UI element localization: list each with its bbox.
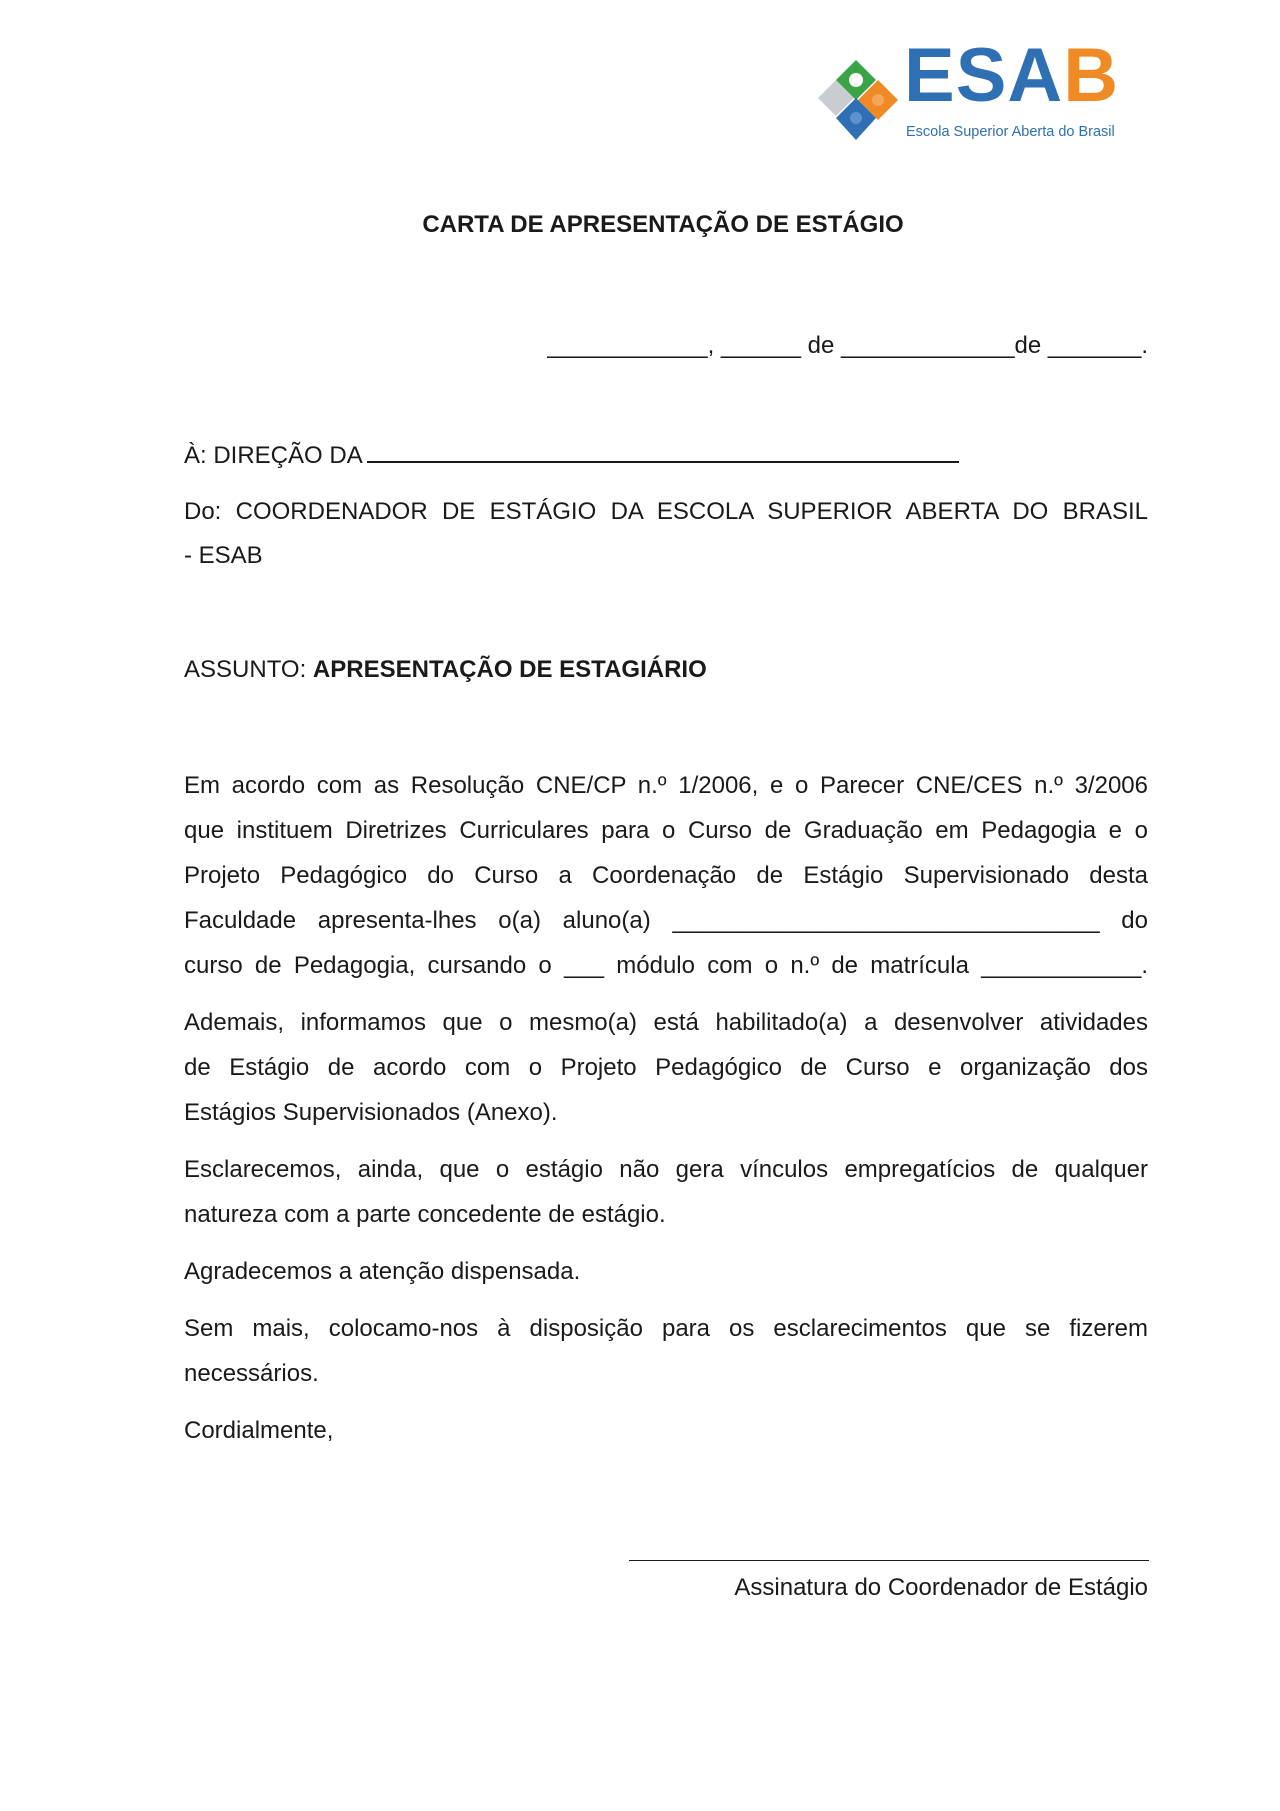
paragraph5-line: necessários. bbox=[184, 1360, 319, 1387]
paragraph1-line: curso de Pedagogia, cursando o ___ módulo com o n.º de matrícula ____________. bbox=[184, 952, 1148, 979]
subject-value: APRESENTAÇÃO DE ESTAGIÁRIO bbox=[312, 656, 707, 683]
recipient-blank-rule bbox=[367, 445, 959, 463]
sender-line-2: - ESAB bbox=[184, 542, 263, 569]
paragraph2-line: Estágios Supervisionados (Anexo). bbox=[184, 1099, 558, 1126]
date-line: ____________, ______ de _____________de _______. bbox=[547, 332, 1148, 359]
sender-line-1: Do: COORDENADOR DE ESTÁGIO DA ESCOLA SUPERIOR ABERTA DO BRASIL bbox=[184, 498, 1148, 525]
document-title: CARTA DE APRESENTAÇÃO DE ESTÁGIO bbox=[422, 211, 904, 238]
logo-wordmark: ESAB bbox=[904, 33, 1120, 118]
paragraph3-line: Esclarecemos, ainda, que o estágio não gera vínculos empregatícios de qualquer bbox=[184, 1156, 1148, 1183]
recipient-line bbox=[184, 434, 959, 478]
paragraph3-line: natureza com a parte concedente de estágio. bbox=[184, 1201, 666, 1228]
signature-label: Assinatura do Coordenador de Estágio bbox=[734, 1574, 1148, 1601]
paragraph2-line: de Estágio de acordo com o Projeto Pedagógico de Curso e organização dos bbox=[184, 1054, 1148, 1081]
paragraph1-line: Faculdade apresenta-lhes o(a) aluno(a) ________________________________ do bbox=[184, 907, 1148, 934]
paragraph1-line: Em acordo com as Resolução CNE/CP n.º 1/2006, e o Parecer CNE/CES n.º 3/2006 bbox=[184, 772, 1148, 799]
paragraph5-line: Sem mais, colocamo-nos à disposição para os esclarecimentos que se fizerem bbox=[184, 1315, 1148, 1342]
subject-label: ASSUNTO: bbox=[184, 656, 307, 683]
logo-subtitle: Escola Superior Aberta do Brasil bbox=[906, 124, 1115, 140]
signature-rule bbox=[629, 1560, 1149, 1561]
subject-line bbox=[184, 648, 707, 692]
closing: Cordialmente, bbox=[184, 1417, 334, 1444]
recipient-label: À: DIREÇÃO DA bbox=[184, 442, 363, 469]
paragraph1-line: Projeto Pedagógico do Curso a Coordenação de Estágio Supervisionado desta bbox=[184, 862, 1148, 889]
esab-logo bbox=[806, 33, 1136, 148]
paragraph1-line: que instituem Diretrizes Curriculares para o Curso de Graduação em Pedagogia e o bbox=[184, 817, 1148, 844]
paragraph4: Agradecemos a atenção dispensada. bbox=[184, 1258, 581, 1285]
puzzle-logo-icon bbox=[806, 48, 906, 148]
paragraph2-line: Ademais, informamos que o mesmo(a) está habilitado(a) a desenvolver atividades bbox=[184, 1009, 1148, 1036]
